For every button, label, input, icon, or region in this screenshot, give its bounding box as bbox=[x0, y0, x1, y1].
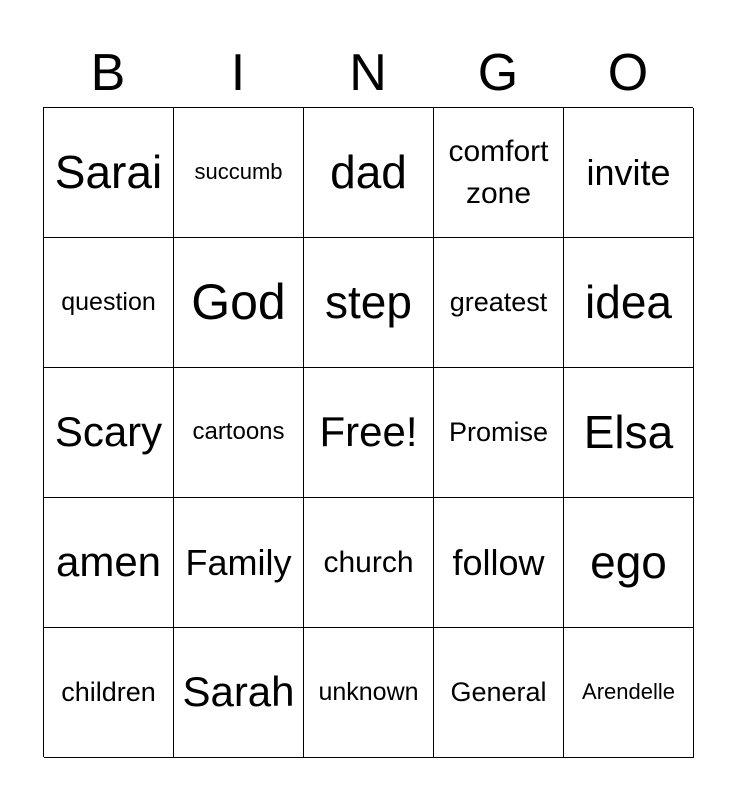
header-letter-g: G bbox=[477, 44, 519, 102]
bingo-cell[interactable]: unknown bbox=[304, 628, 434, 758]
bingo-cell[interactable]: Promise bbox=[434, 368, 564, 498]
bingo-cell[interactable]: follow bbox=[434, 498, 564, 628]
bingo-cell[interactable]: dad bbox=[304, 108, 434, 238]
bingo-cell[interactable]: Sarai bbox=[44, 108, 174, 238]
bingo-cell[interactable]: Free! bbox=[304, 368, 434, 498]
bingo-cell[interactable]: General bbox=[434, 628, 564, 758]
bingo-board bbox=[43, 107, 693, 757]
bingo-header bbox=[43, 40, 693, 106]
bingo-cell[interactable]: amen bbox=[44, 498, 174, 628]
bingo-cell[interactable]: cartoons bbox=[174, 368, 304, 498]
bingo-cell[interactable]: ego bbox=[564, 498, 694, 628]
bingo-cell[interactable]: step bbox=[304, 238, 434, 368]
header-letter-o: O bbox=[607, 44, 649, 102]
bingo-cell[interactable]: greatest bbox=[434, 238, 564, 368]
bingo-cell[interactable]: Family bbox=[174, 498, 304, 628]
bingo-cell[interactable]: church bbox=[304, 498, 434, 628]
bingo-cell[interactable]: Scary bbox=[44, 368, 174, 498]
bingo-cell[interactable]: invite bbox=[564, 108, 694, 238]
bingo-cell[interactable]: Arendelle bbox=[564, 628, 694, 758]
bingo-cell[interactable]: God bbox=[174, 238, 304, 368]
bingo-cell[interactable]: children bbox=[44, 628, 174, 758]
header-letter-n: N bbox=[349, 44, 387, 102]
bingo-cell[interactable]: Elsa bbox=[564, 368, 694, 498]
header-letter-i: I bbox=[230, 44, 246, 102]
bingo-cell[interactable]: succumb bbox=[174, 108, 304, 238]
bingo-cell[interactable]: comfort zone bbox=[434, 108, 564, 238]
bingo-cell[interactable]: question bbox=[44, 238, 174, 368]
header-letter-b: B bbox=[90, 44, 126, 102]
bingo-cell[interactable]: idea bbox=[564, 238, 694, 368]
bingo-cell[interactable]: Sarah bbox=[174, 628, 304, 758]
